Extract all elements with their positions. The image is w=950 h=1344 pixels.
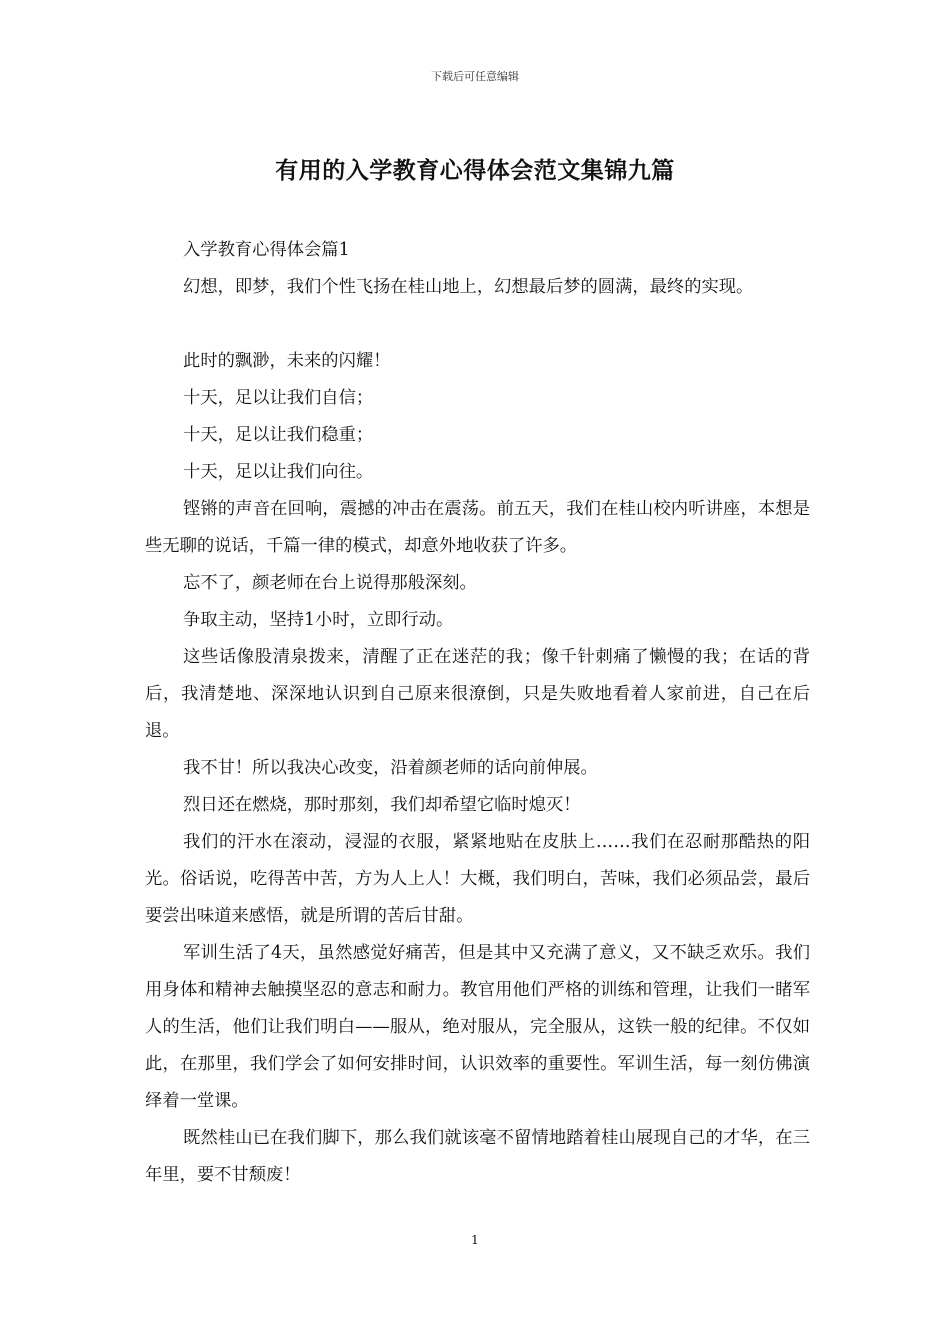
- paragraph: 争取主动，坚持1小时，立即行动。: [183, 610, 454, 630]
- paragraph: 烈日还在燃烧，那时那刻，我们却希望它临时熄灭！: [183, 795, 581, 815]
- page-number: 1: [471, 1233, 479, 1247]
- paragraph: 铿锵的声音在回响，震撼的冲击在震荡。前五天，我们在桂山校内听讲座，本想是些无聊的说话，千篇一律的模式，却意外地收获了许多。: [145, 499, 810, 556]
- header-note: 下载后可任意编辑: [431, 70, 519, 83]
- paragraph: 忘不了，颜老师在台上说得那般深刻。: [183, 573, 477, 593]
- document-title: 有用的入学教育心得体会范文集锦九篇: [275, 157, 675, 184]
- paragraph: 十天，足以让我们稳重；: [183, 425, 374, 445]
- paragraph: 我不甘！所以我决心改变，沿着颜老师的话向前伸展。: [183, 758, 598, 778]
- document-body: [145, 232, 810, 1194]
- paragraph: 我们的汗水在滚动，浸湿的衣服，紧紧地贴在皮肤上……我们在忍耐那酷热的阳光。俗话说，吃得苦中苦，方为人上人！大概，我们明白，苦味，我们必须品尝，最后要尝出味道来感悟，就是所谓的苦后甘甜。: [145, 832, 810, 926]
- paragraph: 幻想，即梦，我们个性飞扬在桂山地上，幻想最后梦的圆满，最终的实现。: [183, 277, 754, 297]
- paragraph: 既然桂山已在我们脚下，那么我们就该毫不留情地踏着桂山展现自己的才华，在三年里，要不甘颓废！: [145, 1128, 810, 1185]
- paragraph: 此时的飘渺，未来的闪耀！: [183, 351, 391, 371]
- paragraph: 这些话像股清泉拨来，清醒了正在迷茫的我；像千针刺痛了懒慢的我；在话的背后，我清楚地、深深地认识到自己原来很潦倒，只是失败地看着人家前进，自己在后退。: [145, 647, 810, 741]
- paragraph: 军训生活了4天，虽然感觉好痛苦，但是其中又充满了意义，又不缺乏欢乐。我们用身体和精神去触摸坚忍的意志和耐力。教官用他们严格的训练和管理，让我们一睹军人的生活，他们让我们明白——服从，绝对服从，完全服从，这铁一般的纪律。不仅如此，在那里，我们学会了如何安排时间，认识效率的重要性。军训生活，每一刻仿佛演绎着一堂课。: [145, 943, 810, 1111]
- paragraph: 十天，足以让我们向往。: [183, 462, 374, 482]
- section-heading: 入学教育心得体会篇1: [183, 240, 350, 260]
- paragraph: 十天，足以让我们自信；: [183, 388, 374, 408]
